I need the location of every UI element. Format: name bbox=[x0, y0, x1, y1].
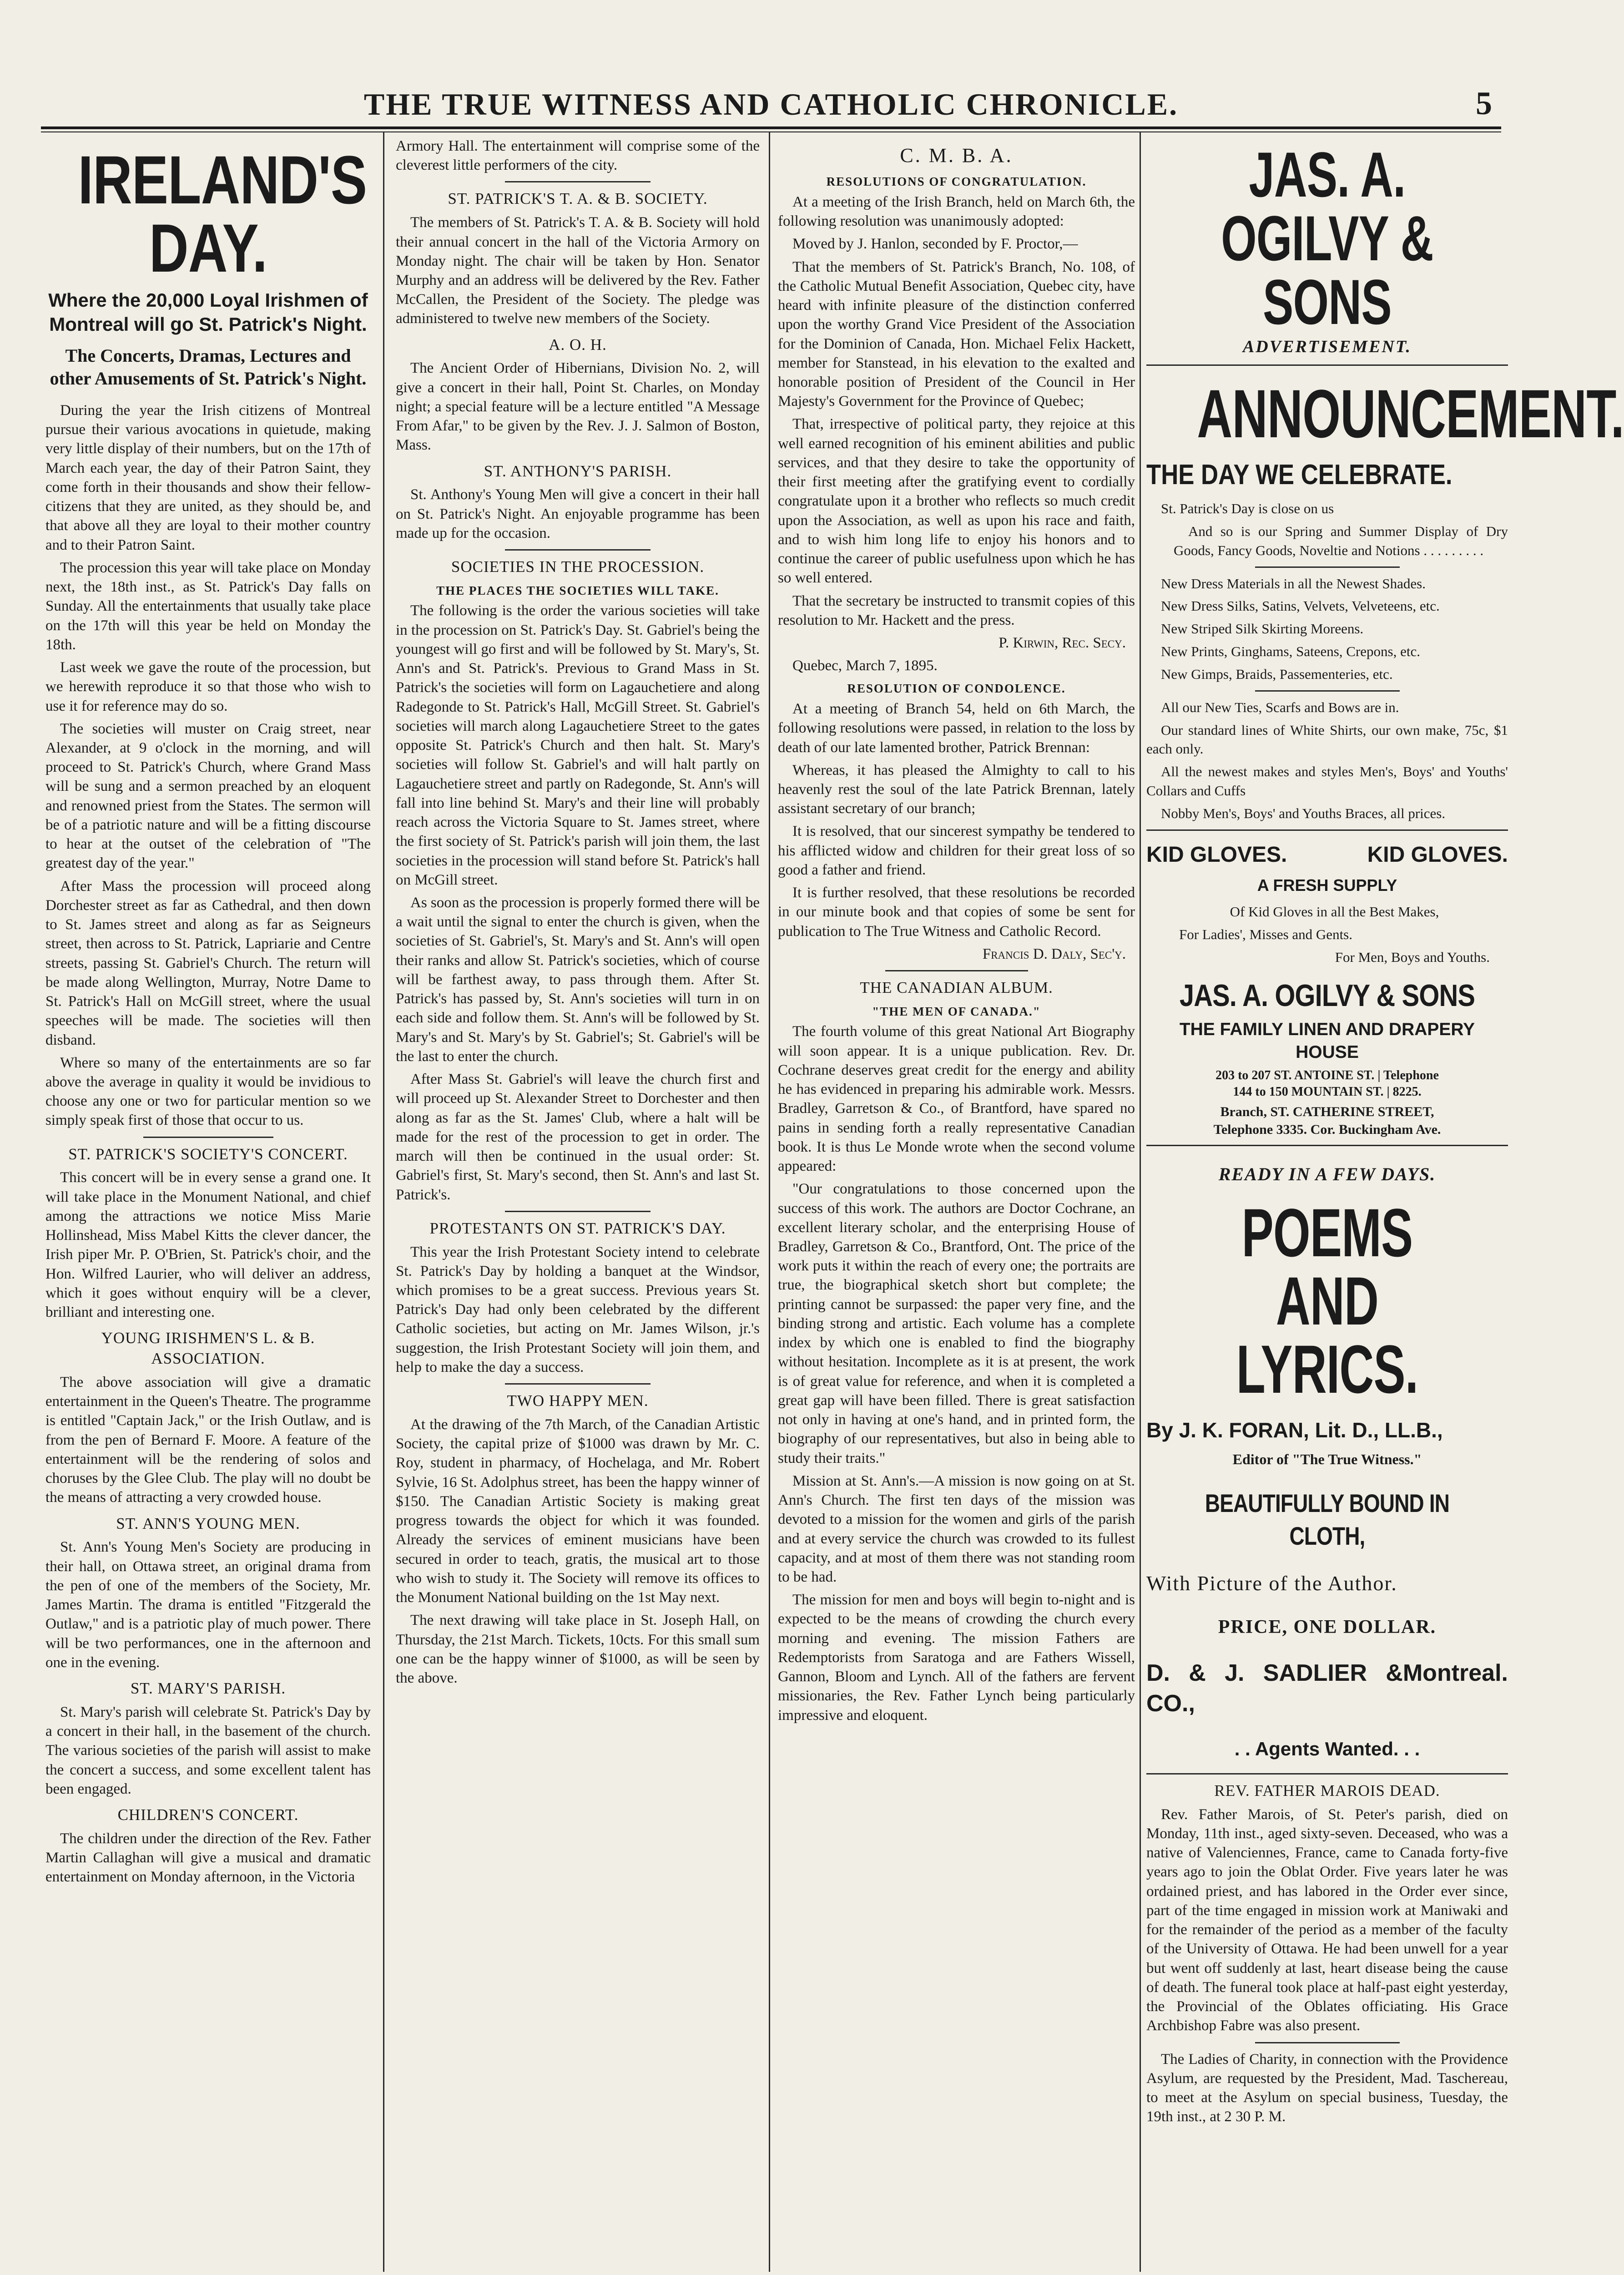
paragraph: That the members of St. Patrick's Branch, No. 108, of the Catholic Mutual Benefit Association, Quebec city, have heard with infinite pleasure of the distinction conferred upon the worthy Grand Vice President of the Association for the Dominion of Canada, Hon. Michael Felix Hackett, member for Stanstead, in his elevation to the exalted and honorable position of President of the Council in Her Majesty's Government for the Province of Quebec; bbox=[778, 258, 1135, 410]
divider bbox=[1255, 566, 1400, 568]
ad-text: For Ladies', Misses and Gents. bbox=[1179, 926, 1352, 943]
paragraph: At the drawing of the 7th March, of the Canadian Artistic Society, the capital prize of $1000 was drawn by Mr. C. Roy, student in pharmacy, of Hochelaga, and Mr. Robert Sylvie, 16 St. Adolphus street, has been the happy winner of $150. The Canadian Artistic Society is making great progress towards the object for which it was founded. Already the services of eminent musicians have been secured in order to teach, gratis, the musical art to those who wish to study it. The Society will remove its offices to the Monument National building on the 1st May next. bbox=[396, 1416, 760, 1606]
book-author: By J. K. FORAN, Lit. D., LL.B., bbox=[1146, 1418, 1443, 1442]
divider bbox=[505, 1383, 651, 1385]
section-heading: THE CANADIAN ALBUM. bbox=[860, 979, 1053, 997]
paragraph: At a meeting of the Irish Branch, held on March 6th, the following resolution was unanimously adopted: bbox=[778, 193, 1135, 230]
column-1 bbox=[45, 136, 371, 2267]
ad-text: And so is our Spring and Summer Display of Dry Goods, Fancy Goods, Noveltie and Notions . . . . . . . . . bbox=[1174, 523, 1508, 558]
publisher-line bbox=[1146, 1658, 1508, 1719]
subheadline: Where the 20,000 Loyal Irishmen of Montreal will go St. Patrick's Night. bbox=[48, 289, 368, 335]
paragraph: As soon as the procession is properly formed there will be a wait until the signal to enter the church is given, when the societies of St. Gabriel's, St. Mary's and St. Ann's will open their ranks and allow St. Patrick's societies, which of course will be farthest away, to pass through them. After St. Patrick's has passed by, St. Ann's societies will turn in on each side and follow them. St. Ann's will be followed by St. Mary's and St. Mary's by St. Gabriel's; St. Gabriel's will be the last to enter the church. bbox=[396, 895, 760, 1065]
paragraph: The Ladies of Charity, in connection with the Providence Asylum, are requested by the President, Mad. Taschereau, to meet at the Asylum on special business, Tuesday, the 19th inst., at 2 30 P. M. bbox=[1146, 2051, 1508, 2125]
divider bbox=[1146, 364, 1508, 366]
ad-address: Telephone 3335. Cor. Buckingham Ave. bbox=[1213, 1122, 1441, 1137]
section-heading: ST. PATRICK'S T. A. & B. SOCIETY. bbox=[448, 190, 708, 208]
divider bbox=[1146, 1145, 1508, 1146]
ad-address: Branch, ST. CATHERINE STREET, bbox=[1220, 1104, 1434, 1120]
paragraph: Armory Hall. The entertainment will comprise some of the cleverest little performers of the city. bbox=[396, 138, 760, 174]
section-subheading: RESOLUTIONS OF CONGRATULATION. bbox=[826, 175, 1087, 189]
masthead bbox=[41, 81, 1501, 124]
divider bbox=[1146, 829, 1508, 831]
ad-address: 144 to 150 MOUNTAIN ST. | 8225. bbox=[1233, 1084, 1422, 1099]
masthead-rule bbox=[41, 126, 1501, 129]
ad-text: With Picture of the Author. bbox=[1146, 1572, 1397, 1595]
book-binding: BEAUTIFULLY BOUND IN CLOTH, bbox=[1205, 1489, 1450, 1550]
column-4-advertisements bbox=[1146, 136, 1624, 2267]
column-rule bbox=[769, 132, 770, 2272]
ad-heading: THE FAMILY LINEN AND DRAPERY HOUSE bbox=[1179, 1019, 1475, 1062]
ad-text: . . Agents Wanted. . . bbox=[1234, 1738, 1420, 1760]
signature: Francis D. Daly, Sec'y. bbox=[982, 945, 1126, 962]
section-heading: A. O. H. bbox=[549, 335, 607, 354]
paragraph: Rev. Father Marois, of St. Peter's parish, died on Monday, 11th inst., aged sixty-seven. Deceased, who was a native of Valenciennes, France, came to Canada forty-five years ago to join the Oblat Order. Five years later he was ordained priest, and has labored in the Order ever since, part of the time engaged in mission work at Maniwaki and for the remainder of the period as a member of the faculty of the University of Ottawa. He had been unwell for a year but went off suddenly at last, heart disease being the cause of death. The funeral took place at half-past eight yesterday, the Provincial of the Oblates officiating. His Grace Archbishop Fabre was also present. bbox=[1146, 1806, 1508, 2034]
publisher-name: D. & J. SADLIER & CO., bbox=[1146, 1660, 1403, 1717]
paragraph: It is further resolved, that these resolutions be recorded in our minute book and that copies of some be sent for publication to The True Witness and Catholic Record. bbox=[778, 885, 1135, 940]
section-subheading: THE PLACES THE SOCIETIES WILL TAKE. bbox=[436, 583, 719, 597]
paragraph: Moved by J. Hanlon, seconded by F. Proctor,— bbox=[792, 236, 1078, 253]
section-heading: YOUNG IRISHMEN'S L. & B. ASSOCIATION. bbox=[101, 1329, 315, 1368]
divider bbox=[505, 549, 651, 551]
column-rule bbox=[1140, 132, 1141, 2272]
page-number: 5 bbox=[1476, 85, 1492, 121]
section-heading: ST. ANN'S YOUNG MEN. bbox=[116, 1514, 300, 1532]
section-heading: ST. PATRICK'S SOCIETY'S CONCERT. bbox=[68, 1145, 348, 1163]
publisher-city: Montreal. bbox=[1402, 1660, 1508, 1687]
paragraph: During the year the Irish citizens of Montreal pursue their various avocations in quietude, making very little display of their numbers, but on the 17th of March each year, the day of their Patron Saint, they come forth in their thousands and show their fellow-citizens that they are united, as they should be, and that above all they are loyal to their mother country and to their Patron Saint. bbox=[45, 402, 371, 553]
ad-text: All the newest makes and styles Men's, Boys' and Youths' Collars and Cuffs bbox=[1146, 763, 1508, 799]
ad-address: 203 to 207 ST. ANTOINE ST. | Telephone bbox=[1215, 1068, 1439, 1082]
section-heading: REV. FATHER MAROIS DEAD. bbox=[1214, 1781, 1440, 1800]
paragraph: The societies will muster on Craig street, near Alexander, at 9 o'clock in the morning, and will proceed to St. Patrick's Church, where Grand Mass will be sung and a sermon preached by an eloquent and renowned priest from the States. The sermon will be of a patriotic nature and will be a fitting discourse to hear at the outset of the celebration of "The greatest day of the year." bbox=[45, 720, 371, 872]
ad-text: All our New Ties, Scarfs and Bows are in. bbox=[1161, 699, 1399, 715]
divider bbox=[505, 181, 651, 182]
paragraph: This concert will be in every sense a grand one. It will take place in the Monument National, and chief among the attractions we notice Miss Marie Hollinshead, Miss Mabel Kitts the clever dancer, the Irish piper Mr. P. O'Brien, St. Patrick's choir, and the Hon. Wilfred Laurier, who will deliver an address, which it goes without enquiry will be a clever, brilliant and interesting one. bbox=[45, 1169, 371, 1321]
ad-text: New Striped Silk Skirting Moreens. bbox=[1161, 621, 1364, 637]
ad-text: New Dress Silks, Satins, Velvets, Velveteens, etc. bbox=[1161, 598, 1440, 614]
paragraph: That, irrespective of political party, they rejoice at this well earned recognition of his eminent abilities and public services, and that they desire to take the opportunity of their first meeting after the gratifying event to cordially congratulate upon it a brother who reflects so much credit upon the Association, as well as upon his race and faith, and to wish him long life to enjoy his honors and to continue the career of public usefulness upon which he has so well entered. bbox=[778, 416, 1135, 586]
section-heading: C. M. B. A. bbox=[900, 144, 1013, 167]
dateline: Quebec, March 7, 1895. bbox=[792, 657, 938, 674]
column-2 bbox=[396, 136, 760, 2267]
book-price: PRICE, ONE DOLLAR. bbox=[1218, 1617, 1437, 1638]
newspaper-title: THE TRUE WITNESS AND CATHOLIC CHRONICLE. bbox=[363, 87, 1179, 121]
ad-text: New Dress Materials in all the Newest Shades. bbox=[1161, 575, 1426, 592]
ad-text: New Gimps, Braids, Passementeries, etc. bbox=[1161, 666, 1393, 682]
section-heading: ST. ANTHONY'S PARISH. bbox=[484, 462, 672, 480]
divider bbox=[1255, 2042, 1400, 2043]
ad-heading: A FRESH SUPPLY bbox=[1257, 876, 1397, 895]
divider bbox=[1255, 690, 1400, 692]
ad-text: For Men, Boys and Youths. bbox=[1335, 949, 1490, 965]
divider bbox=[1146, 1773, 1508, 1774]
paragraph: After Mass the procession will proceed along Dorchester street as far as Cathedral, and then down to St. James street and along as far as Seigneurs street, then across to St. Patrick, Lapriarie and Centre streets, passing St. Gabriel's Church. The return will be made along Wellington, Murray, Notre Dame to St. Patrick's Hall on McGill street, where the usual speeches will be made. The societies will then disband. bbox=[45, 878, 371, 1048]
ad-heading: READY IN A FEW DAYS. bbox=[1218, 1164, 1436, 1185]
paragraph: The above association will give a dramatic entertainment in the Queen's Theatre. The programme is entitled "Captain Jack," or the Irish Outlaw, and is from the pen of Bernard F. Moore. A feature of the entertainment will be the rendering of solos and choruses by the Glee Club. The play will no doubt be the means of attracting a very crowded house. bbox=[45, 1374, 371, 1506]
headline: IRELAND'S DAY. bbox=[78, 142, 367, 286]
paragraph: St. Mary's parish will celebrate St. Patrick's Day by a concert in their hall, in the basement of the church. The various societies of the parish will assist to make the concert a success, and some excellent talent has been engaged. bbox=[45, 1704, 371, 1797]
ad-tag: ADVERTISEMENT. bbox=[1242, 337, 1412, 356]
kid-gloves-header bbox=[1146, 841, 1508, 869]
divider bbox=[885, 970, 1028, 971]
paragraph: This year the Irish Protestant Society intend to celebrate St. Patrick's Day by holding a banquet at the Windsor, which promises to be a great success. Previous years St. Patrick's Day had only been celebrated by the different Catholic societies, but acting on Mr. James Wilson, jr.'s suggestion, the Irish Protestant Society will join them, and help to make the day a success. bbox=[396, 1244, 760, 1375]
advertiser-name: JAS. A. OGILVY & SONS bbox=[1221, 139, 1433, 338]
paragraph: It is resolved, that our sincerest sympathy be tendered to his afflicted widow and children for their great loss of so good a father and friend. bbox=[778, 823, 1135, 878]
paragraph: The following is the order the various societies will take in the procession on St. Patrick's Day. St. Gabriel's being the youngest will go first and will be followed by St. Mary's, St. Ann's and St. Patrick's. Previous to Grand Mass in St. Patrick's the societies will form on Lagauchetiere and along Radegonde to St. Patrick's Hall, McGill Street. St. Gabriel's societies will march along Lagauchetiere Street to the gates opposite St. Patrick's Church and then halt. St. Mary's societies will follow St. Gabriel's and will halt partly on Lagauchetiere street and partly on Radegonde, St. Ann's will fall into line behind St. Mary's and their line will probably reach across the Victoria Square to St. James street, where the first society of St. Patrick's parish will join them, the last societies in the procession will stand before St. Patrick's hall on McGill street. bbox=[396, 602, 760, 888]
paragraph: St. Anthony's Young Men will give a concert in their hall on St. Patrick's Night. An enjoyable programme has been made up for the occasion. bbox=[396, 486, 760, 541]
section-heading: SOCIETIES IN THE PROCESSION. bbox=[451, 558, 705, 576]
paragraph: After Mass St. Gabriel's will leave the church first and will proceed up St. Alexander Street to Dorchester and then along as far as the St. James' Club, where a halt will be made for the rest of the procession to get in order. The march will then be continued in the usual order: St. Gabriel's first, St. Mary's second, then St. Ann's and last St. Patrick's. bbox=[396, 1071, 760, 1203]
paragraph: Whereas, it has pleased the Almighty to call to his heavenly rest the soul of the late Patrick Brennan, lately assistant secretary of our branch; bbox=[778, 762, 1135, 817]
subheadline-secondary: The Concerts, Dramas, Lectures and other Amusements of St. Patrick's Night. bbox=[50, 345, 367, 389]
book-title: POEMS AND LYRICS. bbox=[1236, 1194, 1418, 1408]
paragraph: Where so many of the entertainments are so far above the average in quality it would be invidious to choose any one or two for particular mention so we simply speak first of those that occur to us. bbox=[45, 1054, 371, 1129]
book-author-role: Editor of "The True Witness." bbox=[1232, 1451, 1422, 1468]
paragraph: The procession this year will take place on Monday next, the 18th inst., as St. Patrick's Day falls on Sunday. All the entertainments that usually take place on the 17th will this year be held on Monday the 18th. bbox=[45, 559, 371, 653]
section-subheading: RESOLUTION OF CONDOLENCE. bbox=[847, 682, 1066, 696]
section-heading: TWO HAPPY MEN. bbox=[507, 1392, 649, 1410]
section-subheading: "THE MEN OF CANADA." bbox=[872, 1004, 1041, 1018]
paragraph: "Our congratulations to those concerned upon the success of this work. The authors are Doctor Cochrane, an excellent literary scholar, and the enterprising House of Bradley, Garretson & Co., Brantford, Ont. The price of the work puts it within the reach of every one; the portraits are true, the biographical sketch short but complete; the printing cannot be surpassed: the paper very fine, and the binding strong and artistic. Each volume has a complete index by which one is enabled to find the biography without hesitation. Incomplete as it is at present, the work is of great value for reference, and when it is completed a great gap will have been filled. There is great satisfaction not only in having at one's hand, and in printed form, the biography of our representatives, but also in being able to study their traits." bbox=[778, 1181, 1135, 1466]
signature: P. Kirwin, Rec. Secy. bbox=[999, 635, 1126, 652]
paragraph: At a meeting of Branch 54, held on 6th March, the following resolutions were passed, in relation to the loss by death of our late lamented brother, Patrick Brennan: bbox=[778, 701, 1135, 756]
paragraph: The Ancient Order of Hibernians, Division No. 2, will give a concert in their hall, Point St. Charles, on Monday night; a special feature will be a lecture entitled "A Message From Afar," to be given by the Rev. J. J. Salmon of Boston, Mass. bbox=[396, 360, 760, 454]
paragraph: The members of St. Patrick's T. A. & B. Society will hold their annual concert in the hall of the Victoria Armory on Monday night. The chair will be taken by Hon. Senator Murphy and an address will be delivered by the Rev. Father McCallen, the President of the Society. The pledge was administered to twelve new members of the Society. bbox=[396, 214, 760, 327]
ad-text: New Prints, Ginghams, Sateens, Crepons, etc. bbox=[1161, 643, 1420, 660]
ad-announcement: ANNOUNCEMENT. bbox=[1197, 375, 1624, 452]
advertiser-name: JAS. A. OGILVY & SONS bbox=[1179, 978, 1475, 1013]
column-rule bbox=[383, 132, 384, 2272]
paragraph: Mission at St. Ann's.—A mission is now going on at St. Ann's Church. The first ten days of the mission was devoted to a mission for the women and girls of the parish and at every service the church was crowded to its fullest capacity, and at most of them there was not standing room to be had. bbox=[778, 1472, 1135, 1585]
paragraph: The mission for men and boys will begin to-night and is expected to be the means of crowding the church every morning and evening. The mission Fathers are Redemptorists from Saratoga and are Fathers Wissell, Gannon, Bloom and Lynch. All of the fathers are fervent missionaries, the Rev. Father Lynch being particularly impressive and eloquent. bbox=[778, 1592, 1135, 1724]
section-heading: ST. MARY'S PARISH. bbox=[130, 1679, 286, 1698]
ad-text: Nobby Men's, Boys' and Youths Braces, all prices. bbox=[1161, 805, 1446, 821]
paragraph: The children under the direction of the Rev. Father Martin Callaghan will give a musical and dramatic entertainment on Monday afternoon, in the Victoria bbox=[45, 1830, 371, 1886]
paragraph: St. Ann's Young Men's Society are producing in their hall, on Ottawa street, an original drama from the pen of one of the members of the Society, Mr. James Martin. The drama is entitled "Fitzgerald the Outlaw," and is a patriotic play of much power. There will be two performances, one in the afternoon and one in the evening. bbox=[45, 1539, 371, 1671]
ad-heading: KID GLOVES. bbox=[1367, 842, 1508, 867]
paragraph: Last week we gave the route of the procession, but we herewith reproduce it so that those who wish to use it for reference may do so. bbox=[45, 659, 371, 714]
ad-text: St. Patrick's Day is close on us bbox=[1161, 500, 1334, 516]
paragraph: The fourth volume of this great National Art Biography will soon appear. It is a unique publication. Rev. Dr. Cochrane deserves great credit for the energy and ability he has evidenced in preparing his admirable work. Messrs. Bradley, Garretson & Co., of Brantford, have spared no pains in sending forth a really representative Canadian book. It is thus Le Monde wrote when the second volume appeared: bbox=[778, 1023, 1135, 1175]
ad-heading: KID GLOVES. bbox=[1146, 842, 1287, 867]
column-3 bbox=[778, 136, 1135, 2267]
section-heading: CHILDREN'S CONCERT. bbox=[117, 1805, 299, 1824]
ad-text: Our standard lines of White Shirts, our own make, 75c, $1 each only. bbox=[1146, 722, 1508, 757]
paragraph: The next drawing will take place in St. Joseph Hall, on Thursday, the 21st March. Tickets, 10cts. For this small sum one can be the happy winner of $1000, as will be seen by the above. bbox=[396, 1612, 760, 1687]
masthead-rule-thin bbox=[41, 131, 1501, 132]
ad-heading: THE DAY WE CELEBRATE. bbox=[1146, 459, 1453, 490]
divider bbox=[505, 1211, 651, 1212]
divider bbox=[143, 1137, 273, 1138]
section-heading: PROTESTANTS ON ST. PATRICK'S DAY. bbox=[429, 1219, 726, 1237]
paragraph: That the secretary be instructed to transmit copies of this resolution to Mr. Hackett and the press. bbox=[778, 592, 1135, 628]
ad-text: Of Kid Gloves in all the Best Makes, bbox=[1230, 904, 1439, 920]
